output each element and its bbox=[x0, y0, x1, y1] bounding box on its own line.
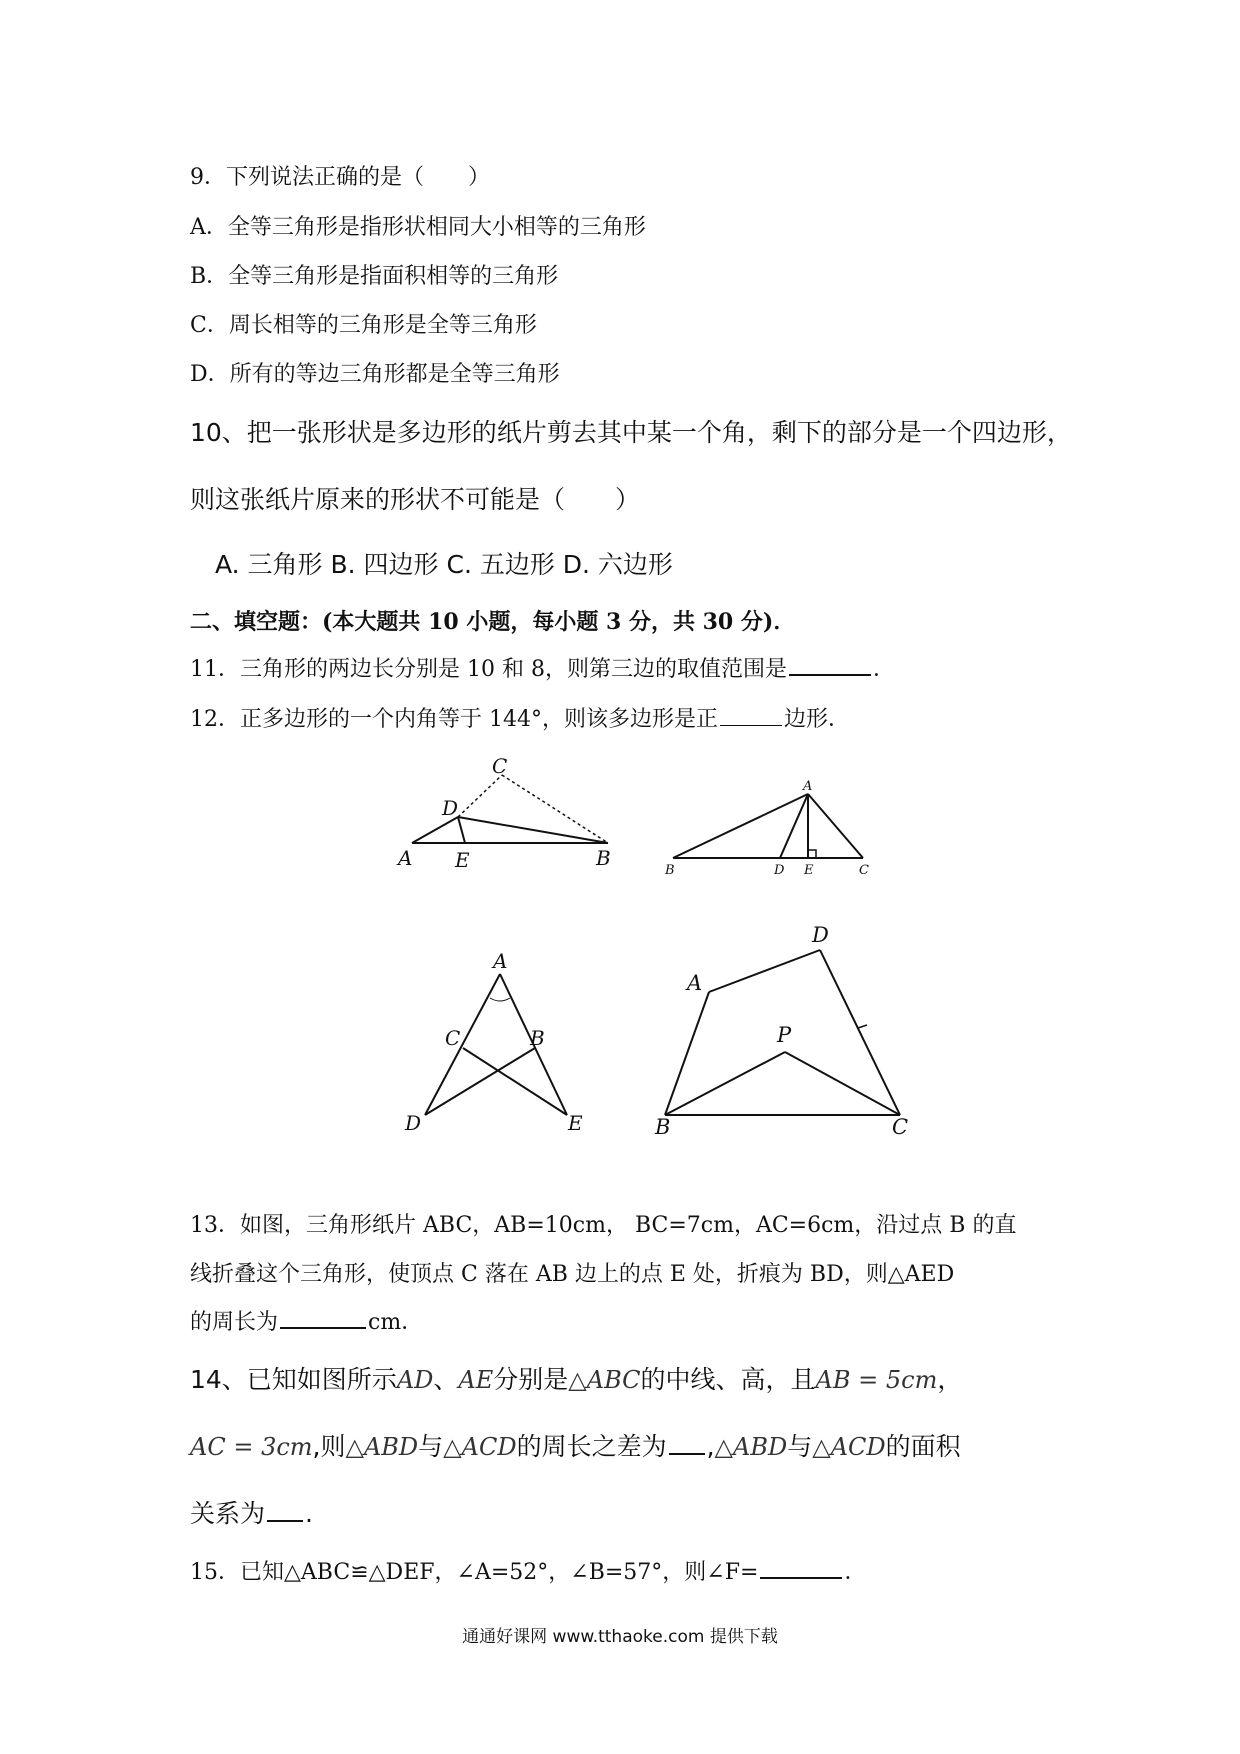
fig1-label-a: A bbox=[398, 846, 413, 870]
q14-answer-blank-1[interactable] bbox=[669, 1431, 705, 1455]
fig4-segment-ab bbox=[665, 992, 709, 1115]
fig3-label-c: C bbox=[445, 1026, 461, 1050]
section2-heading: 二、填空题：(本大题共 10 小题，每小题 3 分，共 30 分)． bbox=[190, 609, 796, 635]
q15 bbox=[190, 1555, 866, 1586]
q14-l3b: . bbox=[305, 1499, 313, 1528]
q12-text: 12．正多边形的一个内角等于 144°，则该多边形是正 bbox=[190, 707, 718, 732]
q14-math-acd: △ACD bbox=[443, 1433, 517, 1461]
q12-answer-blank[interactable] bbox=[720, 703, 782, 726]
fig4-segment-dc bbox=[820, 950, 900, 1115]
fig3-label-b: B bbox=[530, 1026, 545, 1050]
fig4-tick-mark bbox=[858, 1025, 867, 1028]
q13-line3-pre: 的周长为 bbox=[190, 1310, 279, 1335]
q14-math-ae: AE bbox=[458, 1366, 494, 1394]
q15-end: ． bbox=[844, 1560, 867, 1585]
fig4-segment-ad bbox=[709, 950, 820, 992]
q13-line2: 线折叠这个三角形，使顶点 C 落在 AB 边上的点 E 处，折痕为 BD，则△AED bbox=[190, 1262, 955, 1287]
fig1-segment-db bbox=[458, 817, 608, 843]
fig4-segment-pc bbox=[785, 1052, 900, 1115]
q14-math-ac: AC = 3cm bbox=[190, 1433, 313, 1461]
q14-l2a: ,则 bbox=[312, 1432, 346, 1461]
q14-line3 bbox=[190, 1494, 313, 1530]
page-footer: 通通好课网 www.tthaoke.com 提供下载 bbox=[462, 1627, 778, 1647]
fig4-segment-bp bbox=[665, 1052, 785, 1115]
fig2-label-c: C bbox=[859, 863, 869, 878]
fig3-angle-mark bbox=[490, 998, 510, 1001]
q15-answer-blank[interactable] bbox=[760, 1555, 842, 1579]
q14-l3a: 关系为 bbox=[190, 1499, 266, 1528]
q9-option-a: A．全等三角形是指形状相同大小相等的三角形 bbox=[190, 215, 646, 240]
fig3-label-a: A bbox=[493, 950, 508, 973]
fig1-label-b: B bbox=[596, 846, 611, 870]
q14-math-ad: AD bbox=[396, 1366, 434, 1394]
fig2-right-angle-mark bbox=[808, 850, 816, 858]
q10-line1: 10、把一张形状是多边形的纸片剪去其中某一个角，剩下的部分是一个四边形， bbox=[190, 418, 1072, 447]
fig2-median-ad bbox=[780, 794, 808, 858]
q15-text: 15．已知△ABC≌△DEF，∠A=52°，∠B=57°，则∠F= bbox=[190, 1560, 759, 1585]
q14-l2c: 的周长之差为 bbox=[516, 1432, 667, 1461]
figure-quadrilateral-p bbox=[645, 910, 930, 1145]
fig1-label-c: C bbox=[492, 755, 508, 778]
q9-option-d: D．所有的等边三角形都是全等三角形 bbox=[190, 362, 560, 387]
fig1-label-d: D bbox=[442, 796, 459, 820]
fig3-label-d: D bbox=[405, 1111, 422, 1135]
q10-line2: 则这张纸片原来的形状不可能是（ ） bbox=[190, 485, 641, 514]
figure-crossed-triangles bbox=[395, 950, 595, 1140]
q14-math-ab: AB = 5cm bbox=[815, 1366, 938, 1394]
fig2-segment-ac bbox=[808, 794, 863, 858]
q14-l2e: 与 bbox=[787, 1432, 813, 1461]
q14-answer-blank-2[interactable] bbox=[267, 1498, 303, 1522]
q14-l1sep: 、 bbox=[433, 1365, 459, 1394]
q14-math-acd-2: △ACD bbox=[812, 1433, 886, 1461]
q9-option-c: C．周长相等的三角形是全等三角形 bbox=[190, 313, 537, 338]
fig4-label-b: B bbox=[655, 1115, 671, 1139]
q9-stem: 9．下列说法正确的是（ ） bbox=[190, 165, 490, 190]
fig4-label-a: A bbox=[687, 971, 703, 995]
fig2-label-d: D bbox=[774, 863, 785, 878]
fig1-segment-ad bbox=[412, 817, 458, 843]
figure-median-altitude bbox=[655, 778, 880, 878]
q13-answer-blank[interactable] bbox=[280, 1305, 366, 1329]
q14-math-abd: △ABD bbox=[345, 1433, 419, 1461]
q14-line2 bbox=[190, 1427, 961, 1463]
q14-l2b: 与 bbox=[418, 1432, 444, 1461]
q12-end: 边形． bbox=[783, 707, 850, 732]
q14-l1d: ， bbox=[937, 1365, 963, 1394]
fig1-dotted-dc bbox=[458, 775, 502, 817]
fig3-label-e: E bbox=[568, 1111, 583, 1135]
figure-folded-triangle bbox=[390, 755, 630, 870]
fig2-label-b: B bbox=[665, 863, 675, 878]
q11 bbox=[190, 652, 895, 683]
q13-line3-post: cm． bbox=[368, 1310, 424, 1335]
q14-l1c: 的中线、高，且 bbox=[640, 1365, 816, 1394]
fig2-label-a: A bbox=[803, 779, 813, 794]
q12 bbox=[190, 702, 850, 733]
q14-l2f: 的面积 bbox=[885, 1432, 961, 1461]
q14-math-abd-2: △ABD bbox=[714, 1433, 788, 1461]
q14-l2d: , bbox=[706, 1432, 715, 1461]
q14-line1 bbox=[190, 1360, 962, 1396]
fig4-label-d: D bbox=[812, 923, 829, 947]
fig2-segment-ba bbox=[673, 794, 808, 858]
fig1-segment-de bbox=[458, 817, 465, 843]
fig4-label-c: C bbox=[892, 1115, 909, 1139]
q13-line3 bbox=[190, 1305, 423, 1336]
q14-l1a: 14、已知如图所示 bbox=[190, 1365, 397, 1394]
q11-end: ． bbox=[872, 657, 895, 682]
q14-math-tri-abc: △ABC bbox=[568, 1366, 641, 1394]
fig3-segment-ad bbox=[425, 974, 500, 1115]
fig1-label-e: E bbox=[455, 848, 470, 870]
q11-text: 11．三角形的两边长分别是 10 和 8，则第三边的取值范围是 bbox=[190, 657, 787, 682]
q10-options: A. 三角形 B. 四边形 C. 五边形 D. 六边形 bbox=[215, 550, 673, 579]
q14-l1b: 分别是 bbox=[493, 1365, 569, 1394]
q13-line1: 13．如图，三角形纸片 ABC，AB=10cm， BC=7cm，AC=6cm，沿过点 B 的直 bbox=[190, 1213, 1017, 1238]
q9-option-b: B．全等三角形是指面积相等的三角形 bbox=[190, 264, 559, 289]
q11-answer-blank[interactable] bbox=[789, 652, 871, 676]
fig2-label-e: E bbox=[804, 863, 814, 878]
fig4-label-p: P bbox=[777, 1023, 792, 1047]
